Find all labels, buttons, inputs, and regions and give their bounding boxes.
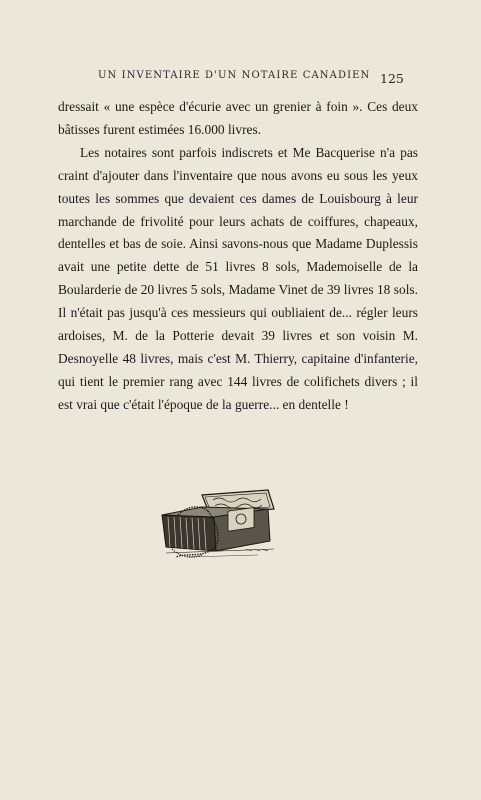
body-text — [58, 96, 418, 417]
paragraph-continued: dressait « une espèce d'écurie avec un grenier à foin ». Ces deux bâtisses furent estimées 16.000 livres. — [58, 99, 418, 137]
jewel-casket-illustration — [158, 487, 282, 565]
running-title: UN INVENTAIRE D'UN NOTAIRE CANADIEN — [98, 70, 371, 81]
page-number: 125 — [380, 71, 404, 86]
paragraph-notaires: Les notaires sont parfois indiscrets et Me Bacquerise n'a pas craint d'ajouter dans l'inventaire que nous avons eu sous les yeux toutes les sommes que devaient ces dames de Louisbourg à leur marchande de frivolité pour leurs achats de coiffures, chapeaux, dentelles et bas de soie. Ainsi savons-nous que Madame Duplessis avait une petite dette de 51 livres 8 sols, Mademoiselle de la Boularderie de 20 livres 5 sols, Madame Vinet de 39 livres 18 sols. Il n'était pas jusqu'à ces messieurs qui oubliaient de... régler leurs ardoises, M. de la Potterie devait 39 livres et son voisin M. Desnoyelle 48 livres, mais c'est M. Thierry, capitaine d'infanterie, qui tient le premier rang avec 144 livres de colifichets divers ; il est vrai que c'était l'époque de la guerre... en dentelle ! — [58, 144, 418, 412]
